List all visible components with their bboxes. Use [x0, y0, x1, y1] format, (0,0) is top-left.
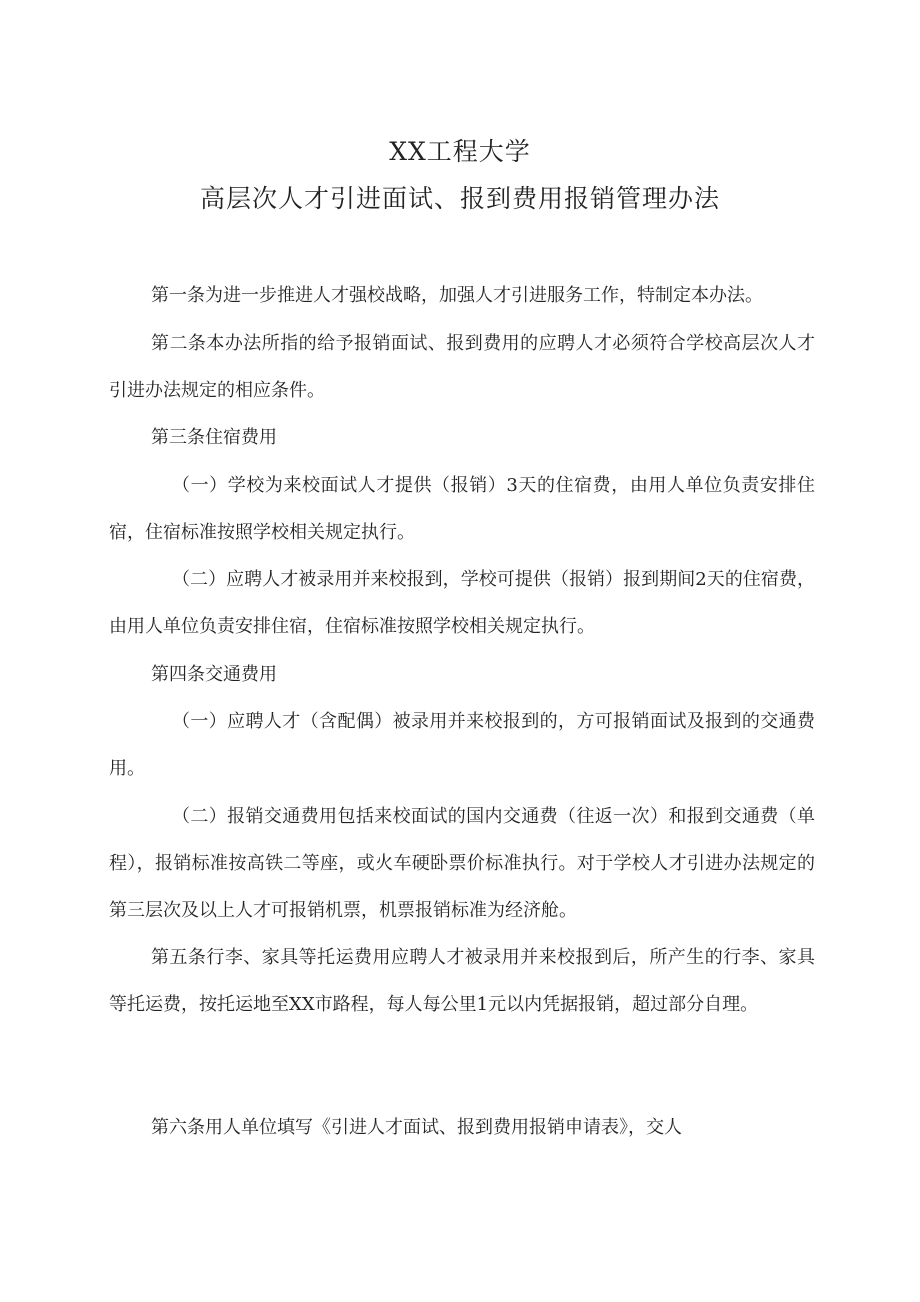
article-3-heading: 第三条住宿费用 [151, 427, 277, 448]
article-4-item-1: （一）应聘人才（含配偶）被录用并来校报到的，方可报销面试及报到的交通费用。 [109, 711, 815, 779]
article-3-item-2: （二）应聘人才被录用并来校报到，学校可提供（报销）报到期间2天的住宿费，由用人单位负责安排住宿，住宿标准按照学校相关规定执行。 [109, 569, 815, 637]
article-1: 第一条为进一步推进人才强校战略，加强人才引进服务工作，特制定本办法。 [151, 285, 763, 306]
article-5: 第五条行李、家具等托运费用应聘人才被录用并来校报到后，所产生的行李、家具等托运费，按托运地至XX市路程，每人每公里1元以内凭据报销，超过部分自理。 [109, 947, 815, 1015]
document-title: XX工程大学 [389, 137, 531, 166]
article-4-item-2: （二）报销交通费用包括来校面试的国内交通费（往返一次）和报到交通费（单程），报销标准按高铁二等座，或火车硬卧票价标准执行。对于学校人才引进办法规定的第三层次及以上人才可报销机票，机票报销标准为经济舱。 [109, 806, 815, 921]
article-4-heading: 第四条交通费用 [151, 664, 277, 685]
article-3-item-1: （一）学校为来校面试人才提供（报销）3天的住宿费，由用人单位负责安排住宿，住宿标准按照学校相关规定执行。 [109, 475, 815, 543]
document-subtitle: 高层次人才引进面试、报到费用报销管理办法 [199, 184, 720, 213]
article-2: 第二条本办法所指的给予报销面试、报到费用的应聘人才必须符合学校高层次人才引进办法规定的相应条件。 [109, 333, 815, 401]
article-6: 第六条用人单位填写《引进人才面试、报到费用报销申请表》，交人 [151, 1117, 682, 1138]
